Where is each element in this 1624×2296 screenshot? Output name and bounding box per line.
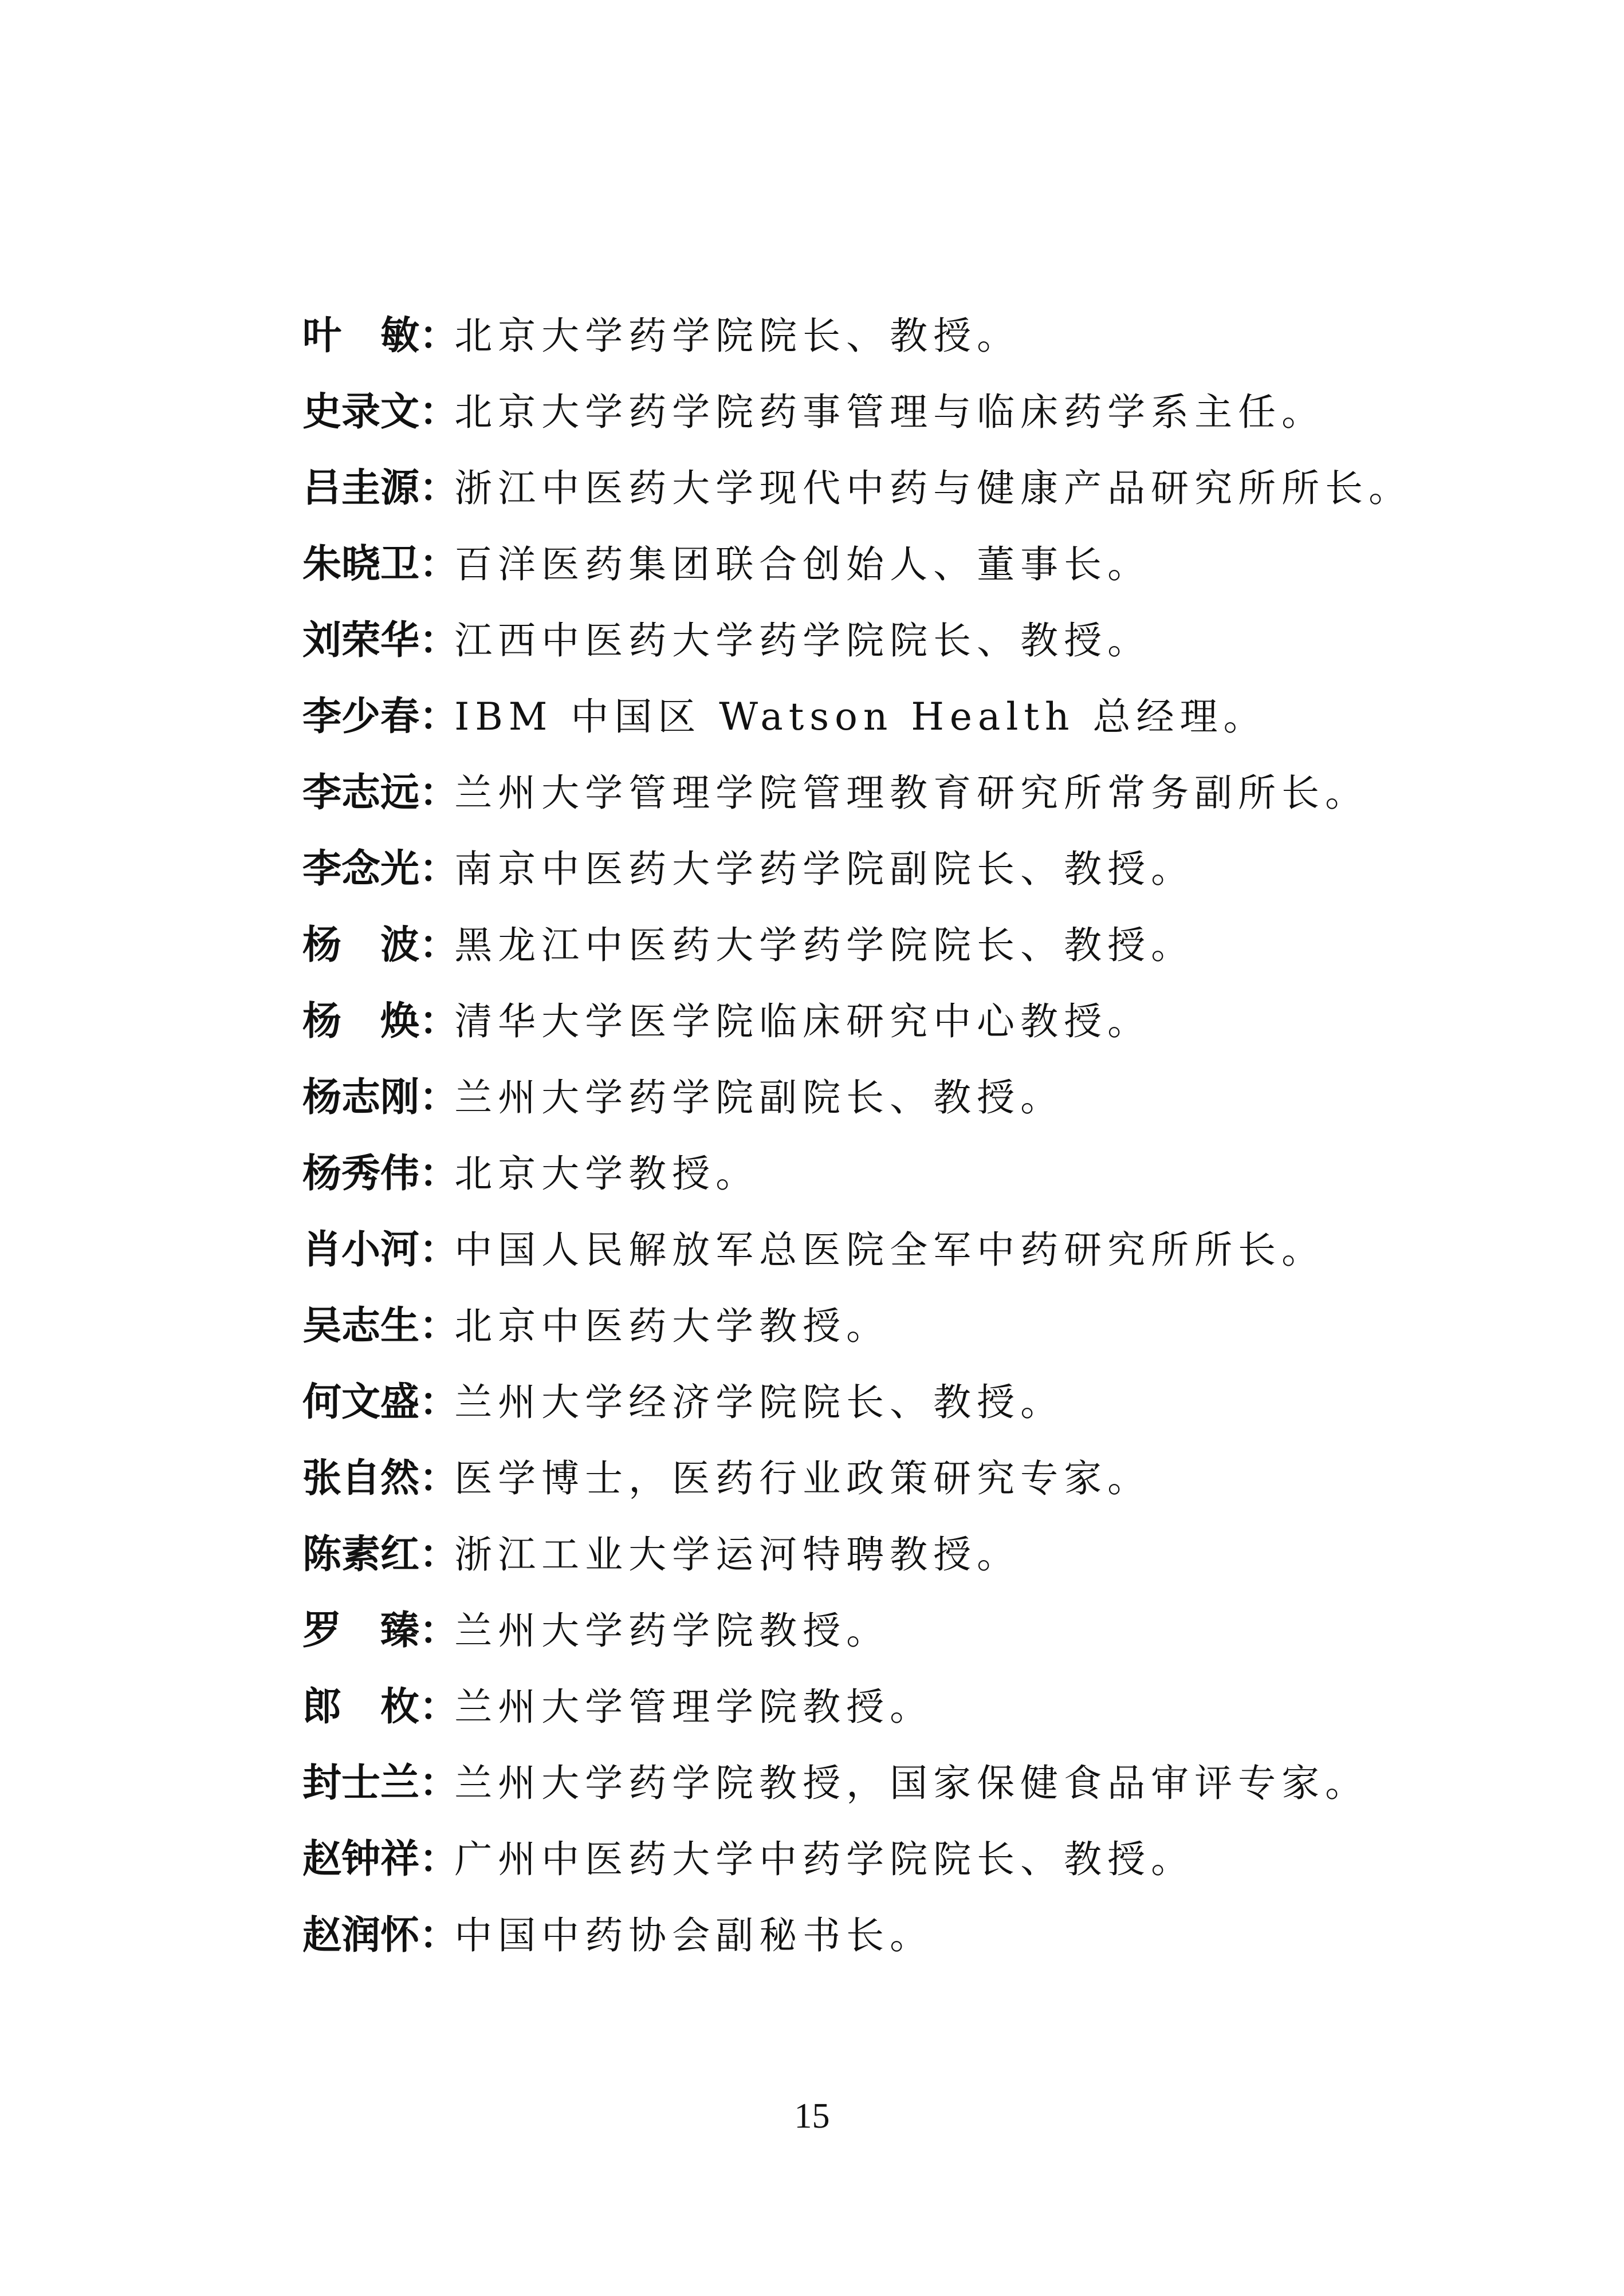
colon-separator: ： (419, 846, 459, 892)
member-name: 吴志生 (302, 1303, 420, 1349)
member-description: 北京大学药学院药事管理与临床药学系主任。 (454, 390, 1326, 434)
colon-separator: ： (419, 1608, 459, 1653)
list-item (302, 831, 1448, 907)
member-name: 刘荣华 (302, 618, 420, 663)
member-description: 百洋医药集团联合创始人、董事长。 (454, 542, 1151, 586)
colon-separator: ： (419, 1303, 459, 1349)
member-description: 兰州大学经济学院院长、教授。 (454, 1380, 1064, 1424)
member-name: 杨秀伟 (302, 1151, 420, 1196)
colon-separator: ： (419, 999, 459, 1044)
list-item (302, 1136, 1448, 1212)
colon-separator: ： (419, 466, 459, 511)
colon-separator: ： (419, 542, 459, 587)
colon-separator: ： (419, 389, 459, 435)
member-name: 罗 臻 (302, 1608, 420, 1653)
list-item (302, 907, 1448, 983)
member-name: 杨 焕 (302, 999, 420, 1044)
member-description: 黑龙江中医药大学药学院院长、教授。 (454, 923, 1195, 967)
member-name: 郎 枚 (302, 1684, 420, 1730)
member-description: 兰州大学药学院教授，国家保健食品审评专家。 (454, 1761, 1369, 1805)
member-description: 浙江中医药大学现代中药与健康产品研究所所长。 (454, 466, 1413, 510)
colon-separator: ： (419, 1227, 459, 1273)
member-description: 北京大学药学院院长、教授。 (454, 314, 1021, 358)
list-item (302, 1593, 1448, 1669)
member-name: 朱晓卫 (302, 542, 420, 587)
member-description: 清华大学医学院临床研究中心教授。 (454, 999, 1151, 1043)
member-name: 李志远 (302, 770, 420, 816)
member-description: 中国中药协会副秘书长。 (454, 1913, 934, 1958)
colon-separator: ： (419, 1380, 459, 1425)
member-name: 吕圭源 (302, 466, 420, 511)
member-description: 浙江工业大学运河特聘教授。 (454, 1533, 1021, 1577)
list-item (302, 983, 1448, 1060)
list-item (302, 1364, 1448, 1440)
colon-separator: ： (419, 1456, 459, 1501)
list-item (302, 298, 1448, 374)
page-number: 15 (794, 2097, 830, 2136)
member-name: 李念光 (302, 846, 420, 892)
colon-separator: ： (419, 1837, 459, 1882)
list-item (302, 1288, 1448, 1364)
member-description: 医学博士，医药行业政策研究专家。 (454, 1456, 1151, 1501)
list-item (302, 1212, 1448, 1288)
member-name: 陈素红 (302, 1532, 420, 1577)
list-item (302, 374, 1448, 450)
member-description: 兰州大学管理学院管理教育研究所常务副所长。 (454, 771, 1369, 815)
member-description: 兰州大学药学院教授。 (454, 1609, 890, 1653)
colon-separator: ： (419, 1151, 459, 1196)
colon-separator: ： (419, 1913, 459, 1958)
colon-separator: ： (419, 313, 459, 359)
colon-separator: ： (419, 1684, 459, 1730)
member-name: 史录文 (302, 389, 420, 435)
colon-separator: ： (419, 1761, 459, 1806)
member-name: 封士兰 (302, 1761, 420, 1806)
list-item (302, 1440, 1448, 1517)
list-item (302, 679, 1448, 755)
member-description: 南京中医药大学药学院副院长、教授。 (454, 847, 1195, 891)
colon-separator: ： (419, 618, 459, 663)
member-name: 张自然 (302, 1456, 420, 1501)
member-list (302, 298, 1448, 1974)
member-name: 叶 敏 (302, 313, 420, 359)
member-name: 杨志刚 (302, 1075, 420, 1120)
member-name: 赵钟祥 (302, 1837, 420, 1882)
colon-separator: ： (419, 923, 459, 968)
list-item (302, 755, 1448, 831)
list-item (302, 1821, 1448, 1897)
list-item (302, 450, 1448, 526)
list-item (302, 1745, 1448, 1821)
member-description: 广州中医药大学中药学院院长、教授。 (454, 1837, 1195, 1881)
member-description: 江西中医药大学药学院院长、教授。 (454, 619, 1151, 663)
colon-separator: ： (419, 1532, 459, 1577)
list-item (302, 1669, 1448, 1745)
member-description: 中国人民解放军总医院全军中药研究所所长。 (454, 1228, 1326, 1272)
list-item (302, 1897, 1448, 1974)
colon-separator: ： (419, 1075, 459, 1120)
member-description: 北京中医药大学教授。 (454, 1304, 890, 1348)
list-item (302, 526, 1448, 602)
member-name: 何文盛 (302, 1380, 420, 1425)
member-description: IBM 中国区 Watson Health 总经理。 (454, 695, 1267, 739)
member-name: 赵润怀 (302, 1913, 420, 1958)
list-item (302, 602, 1448, 679)
list-item (302, 1517, 1448, 1593)
member-name: 李少春 (302, 694, 420, 739)
colon-separator: ： (419, 694, 459, 739)
member-name: 杨 波 (302, 923, 420, 968)
member-name: 肖小河 (302, 1227, 420, 1273)
list-item (302, 1060, 1448, 1136)
colon-separator: ： (419, 770, 459, 816)
member-description: 兰州大学管理学院教授。 (454, 1685, 934, 1729)
member-description: 北京大学教授。 (454, 1152, 760, 1196)
member-description: 兰州大学药学院副院长、教授。 (454, 1076, 1064, 1120)
